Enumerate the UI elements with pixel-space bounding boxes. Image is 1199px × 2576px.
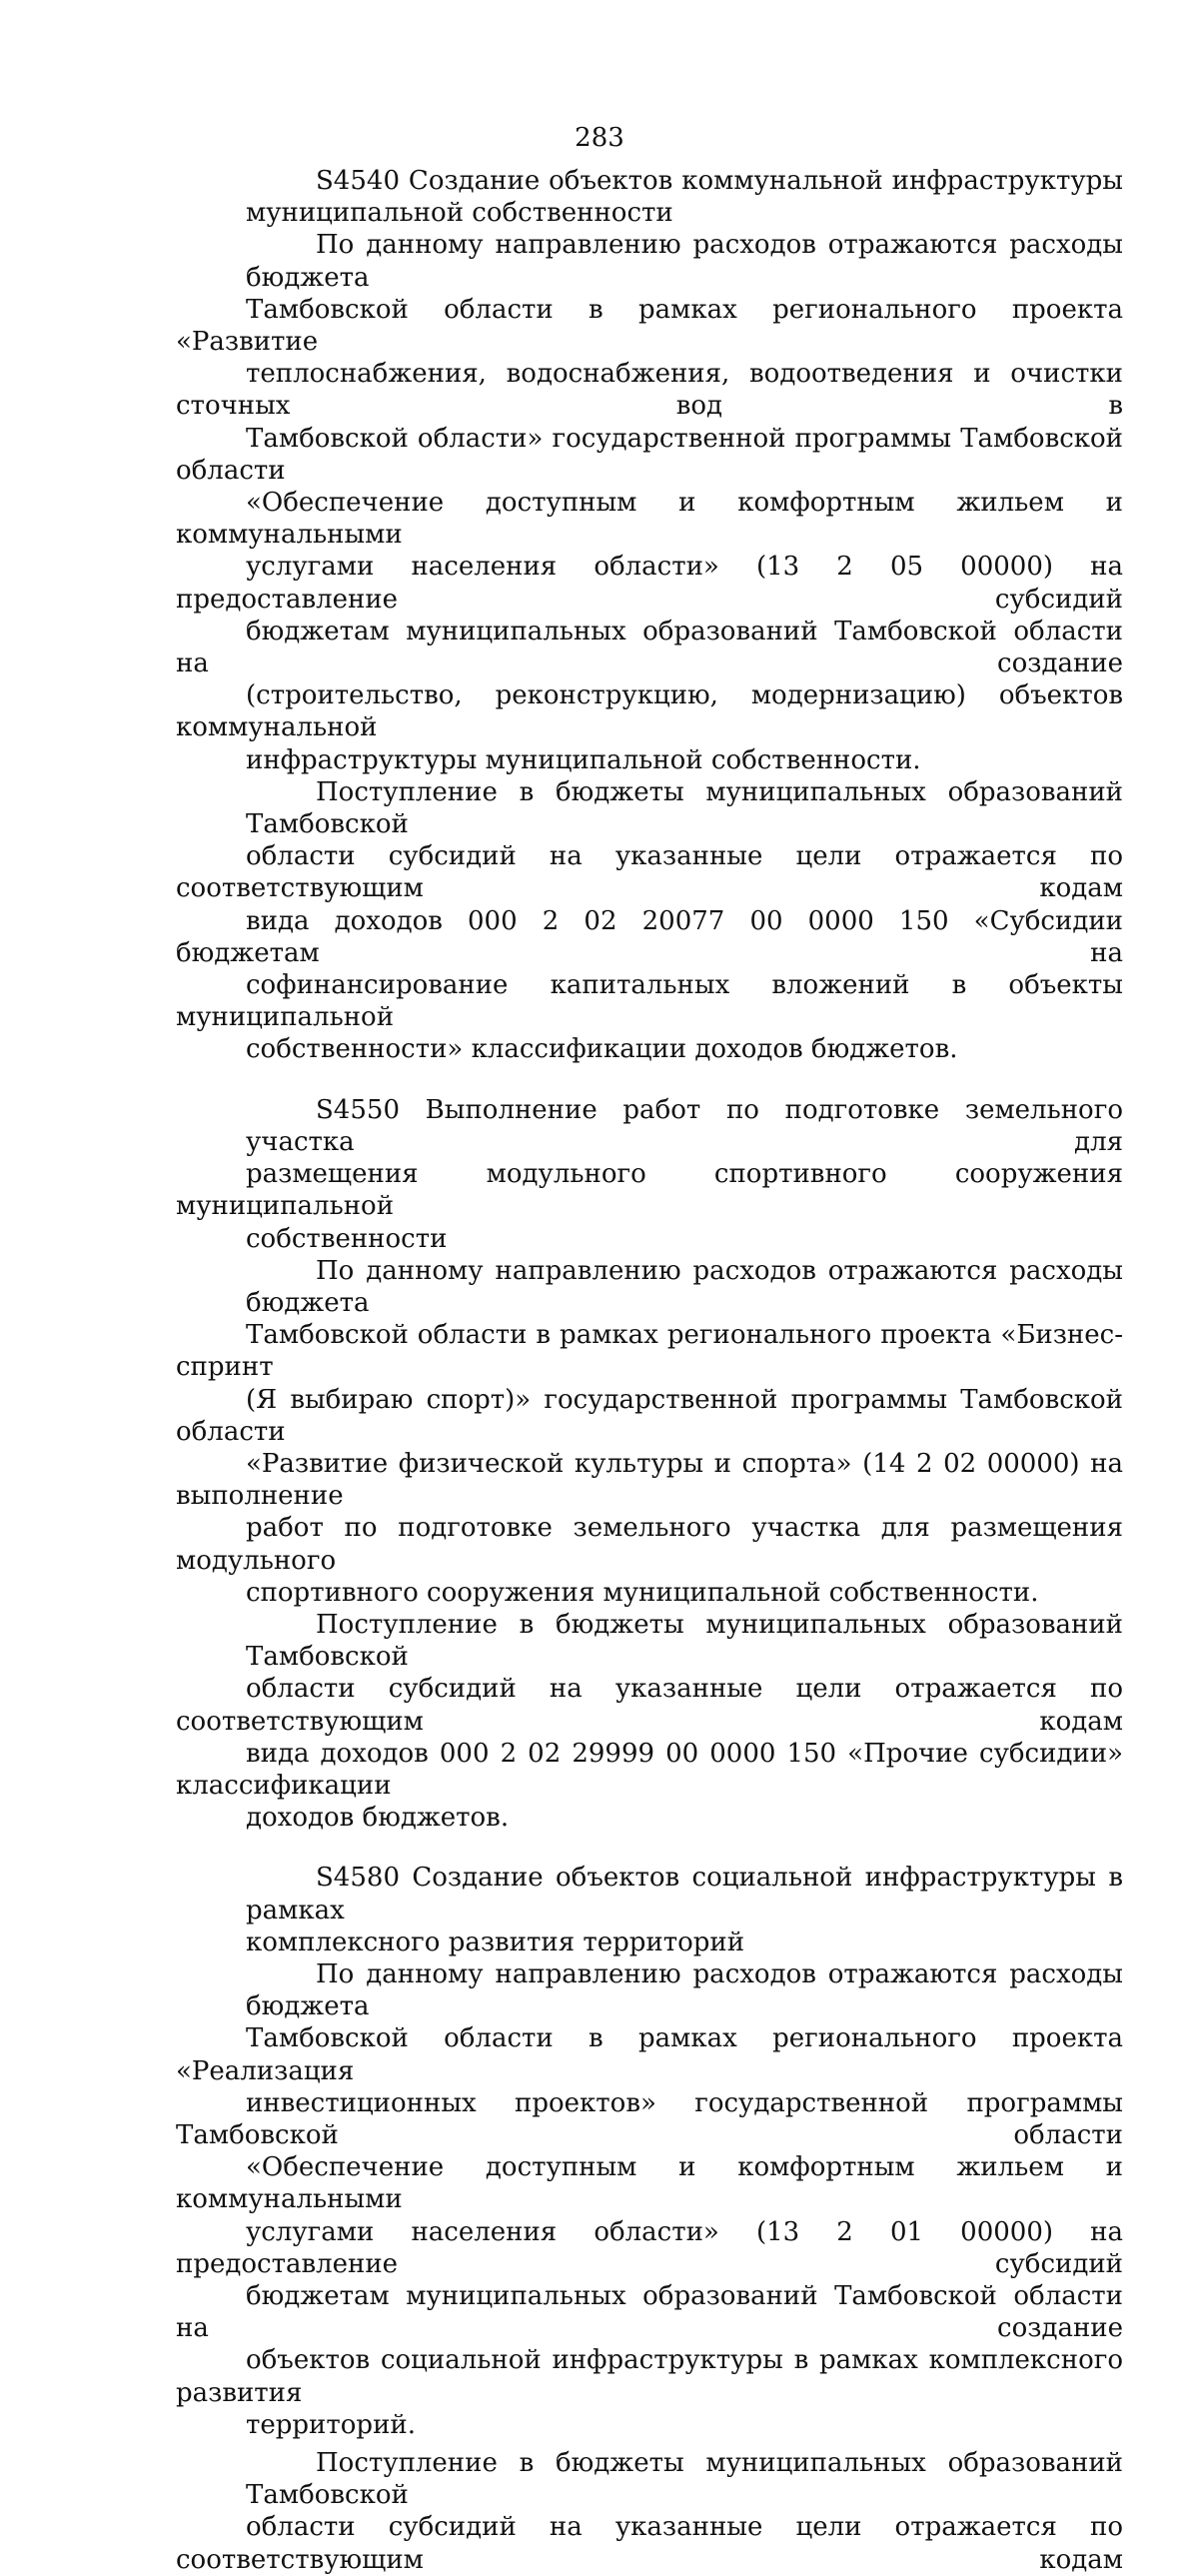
section-s4550 xyxy=(176,1094,1123,1835)
text-line: вида доходов 000 2 02 20077 00 0000 150 «Субсидии бюджетам на xyxy=(176,905,1123,968)
text-line: По данному направлению расходов отражаются расходы бюджета xyxy=(246,1255,1123,1318)
section-heading xyxy=(176,165,1123,229)
text-line: (строительство, реконструкцию, модернизацию) объектов коммунальной xyxy=(176,680,1123,743)
text-line: услугами населения области» (13 2 05 00000) на предоставление субсидий xyxy=(176,552,1123,615)
text-line: Тамбовской области в рамках регионального проекта «Бизнес-спринт xyxy=(176,1320,1123,1383)
heading-line: размещения модульного спортивного сооружения муниципальной xyxy=(176,1159,1123,1222)
text-line: доходов бюджетов. xyxy=(246,1803,510,1834)
text-line: области субсидий на указанные цели отражается по соответствующим кодам xyxy=(176,2512,1123,2575)
paragraph xyxy=(176,2447,1123,2576)
text-line: работ по подготовке земельного участка для размещения модульного xyxy=(176,1513,1123,1576)
heading-line: муниципальной собственности xyxy=(246,198,673,229)
heading-line: S4540 Создание объектов коммунальной инфраструктуры xyxy=(316,166,1123,196)
text-line: объектов социальной инфраструктуры в рамках комплексного развития xyxy=(176,2345,1123,2408)
text-line: территорий. xyxy=(246,2409,416,2440)
text-line: собственности» классификации доходов бюджетов. xyxy=(246,1034,958,1065)
text-line: (Я выбираю спорт)» государственной программы Тамбовской области xyxy=(176,1384,1123,1447)
paragraph xyxy=(176,776,1123,1066)
section-heading xyxy=(176,1862,1123,1958)
heading-line: S4550 Выполнение работ по подготовке земельного участка для xyxy=(246,1094,1123,1157)
text-line: Поступление в бюджеты муниципальных образований Тамбовской xyxy=(246,2448,1123,2511)
text-line: софинансирование капитальных вложений в объекты муниципальной xyxy=(176,970,1123,1033)
paragraph xyxy=(176,1609,1123,1834)
text-line: вида доходов 000 2 02 29999 00 0000 150 «Прочие субсидии» классификации xyxy=(176,1738,1123,1801)
page-number: 283 xyxy=(575,123,624,153)
text-line: области субсидий на указанные цели отражается по соответствующим кодам xyxy=(176,841,1123,904)
section-s4580 xyxy=(176,1862,1123,2575)
text-line: бюджетам муниципальных образований Тамбовской области на создание xyxy=(176,2281,1123,2344)
heading-line: собственности xyxy=(246,1223,448,1254)
text-line: области субсидий на указанные цели отражается по соответствующим кодам xyxy=(176,1674,1123,1737)
text-line: спортивного сооружения муниципальной собственности. xyxy=(246,1577,1039,1608)
paragraph xyxy=(176,229,1123,775)
document-body xyxy=(176,165,1123,2576)
section-heading xyxy=(176,1094,1123,1255)
heading-line: S4580 Создание объектов социальной инфраструктуры в рамках xyxy=(246,1863,1123,1926)
text-line: Поступление в бюджеты муниципальных образований Тамбовской xyxy=(246,776,1123,840)
heading-line: комплексного развития территорий xyxy=(246,1927,745,1957)
section-s4540 xyxy=(176,165,1123,1066)
text-line: бюджетам муниципальных образований Тамбовской области на создание xyxy=(176,616,1123,679)
text-line: По данному направлению расходов отражаются расходы бюджета xyxy=(246,230,1123,293)
text-line: По данному направлению расходов отражаются расходы бюджета xyxy=(246,1958,1123,2022)
text-line: инфраструктуры муниципальной собственности. xyxy=(246,744,921,775)
text-line: Тамбовской области в рамках регионального проекта «Реализация xyxy=(176,2023,1123,2086)
text-line: теплоснабжения, водоснабжения, водоотведения и очистки сточных вод в xyxy=(176,359,1123,422)
text-line: услугами населения области» (13 2 01 00000) на предоставление субсидий xyxy=(176,2216,1123,2279)
paragraph xyxy=(176,1958,1123,2441)
text-line: «Развитие физической культуры и спорта» (14 2 02 00000) на выполнение xyxy=(176,1448,1123,1512)
text-line: Поступление в бюджеты муниципальных образований Тамбовской xyxy=(246,1609,1123,1673)
paragraph xyxy=(176,1255,1123,1609)
text-line: «Обеспечение доступным и комфортным жильем и коммунальными xyxy=(176,2152,1123,2215)
text-line: «Обеспечение доступным и комфортным жильем и коммунальными xyxy=(176,488,1123,551)
text-line: инвестиционных проектов» государственной программы Тамбовской области xyxy=(176,2087,1123,2150)
text-line: Тамбовской области в рамках регионального проекта «Развитие xyxy=(176,294,1123,358)
text-line: Тамбовской области» государственной программы Тамбовской области xyxy=(176,423,1123,486)
